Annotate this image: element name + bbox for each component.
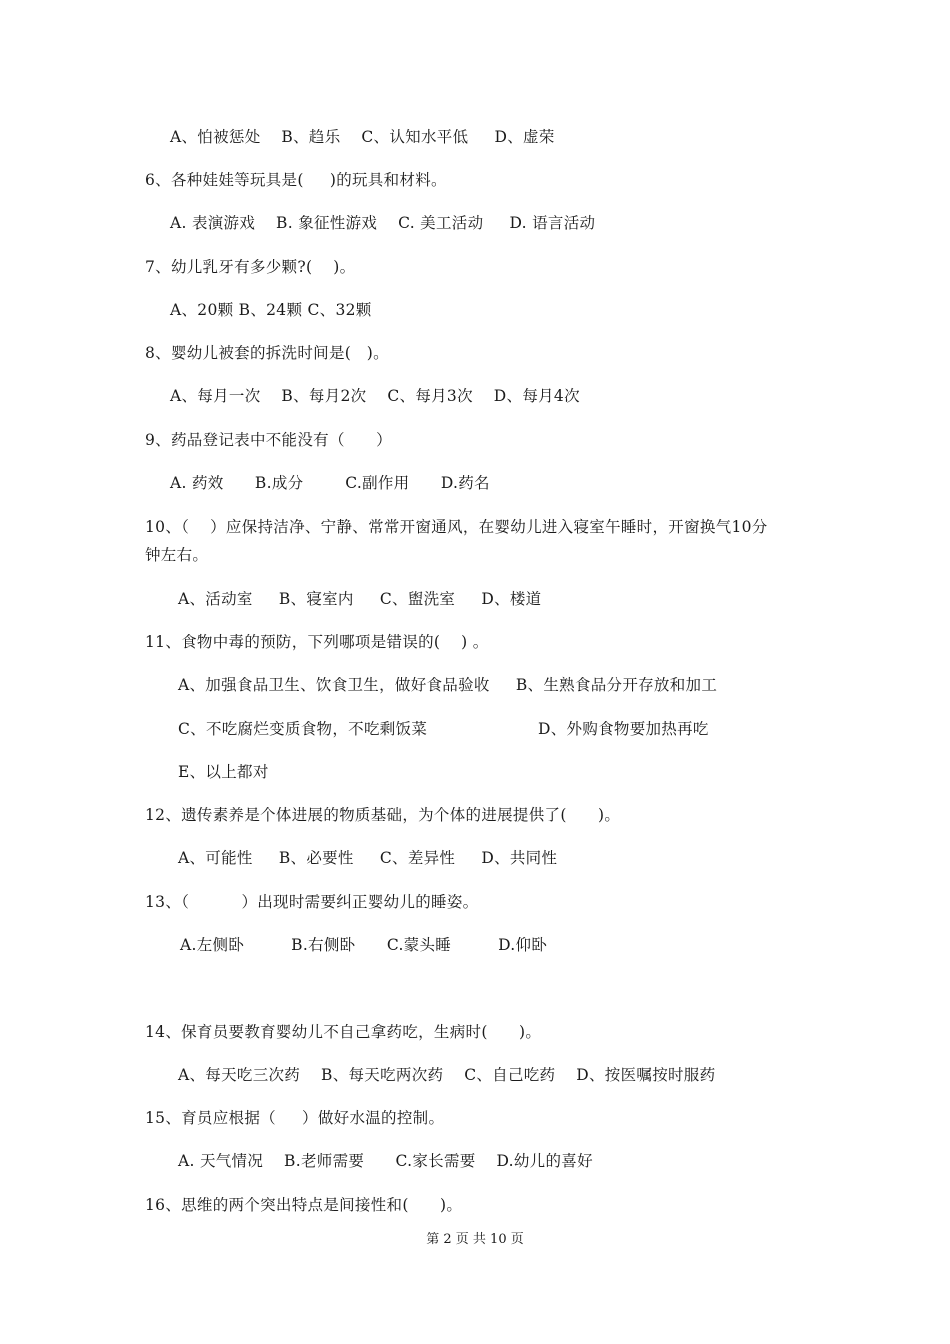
question-15: 15、育员应根据（ ）做好水温的控制。 (145, 1109, 445, 1127)
q15-options: A. 天气情况 B.老师需要 C.家长需要 D.幼儿的喜好 (178, 1152, 593, 1170)
q11-option-d: D、外购食物要加热再吃 (538, 720, 709, 738)
question-10-cont: 钟左右。 (145, 546, 209, 564)
q8-options: A、每月一次 B、每月2次 C、每月3次 D、每月4次 (170, 387, 580, 405)
question-6: 6、各种娃娃等玩具是( )的玩具和材料。 (145, 171, 447, 189)
q11-options-ab: A、加强食品卫生、饮食卫生，做好食品验收 B、生熟食品分开存放和加工 (178, 676, 718, 694)
question-8: 8、婴幼儿被套的拆洗时间是( )。 (145, 344, 389, 362)
question-10: 10、（ ）应保持洁净、宁静、常常开窗通风，在婴幼儿进入寝室午睡时，开窗换气10分 (145, 518, 768, 536)
question-9: 9、药品登记表中不能没有（ ） (145, 431, 392, 449)
question-16: 16、思维的两个突出特点是间接性和( )。 (145, 1196, 463, 1214)
q11-option-e: E、以上都对 (178, 763, 269, 781)
q5-options: A、怕被惩处 B、趋乐 C、认知水平低 D、虚荣 (170, 128, 555, 146)
page-footer: 第 2 页 共 10 页 (426, 1232, 524, 1247)
q12-options: A、可能性 B、必要性 C、差异性 D、共同性 (178, 849, 558, 867)
q9-options: A. 药效 B.成分 C.副作用 D.药名 (170, 474, 490, 492)
q6-options: A. 表演游戏 B. 象征性游戏 C. 美工活动 D. 语言活动 (170, 214, 596, 232)
question-12: 12、遗传素养是个体进展的物质基础，为个体的进展提供了( )。 (145, 806, 621, 824)
question-13: 13、（ ）出现时需要纠正婴幼儿的睡姿。 (145, 893, 479, 911)
q13-options: A.左侧卧 B.右侧卧 C.蒙头睡 D.仰卧 (180, 936, 548, 954)
q14-options: A、每天吃三次药 B、每天吃两次药 C、自己吃药 D、按医嘱按时服药 (178, 1066, 716, 1084)
q10-options: A、活动室 B、寝室内 C、盥洗室 D、楼道 (178, 590, 542, 608)
question-11: 11、食物中毒的预防，下列哪项是错误的( ) 。 (145, 633, 489, 651)
q7-options: A、20颗 B、24颗 C、32颗 (170, 301, 372, 319)
question-7: 7、幼儿乳牙有多少颗?( )。 (145, 258, 356, 276)
q11-option-c: C、不吃腐烂变质食物，不吃剩饭菜 (178, 720, 428, 738)
question-14: 14、保育员要教育婴幼儿不自己拿药吃，生病时( )。 (145, 1023, 542, 1041)
